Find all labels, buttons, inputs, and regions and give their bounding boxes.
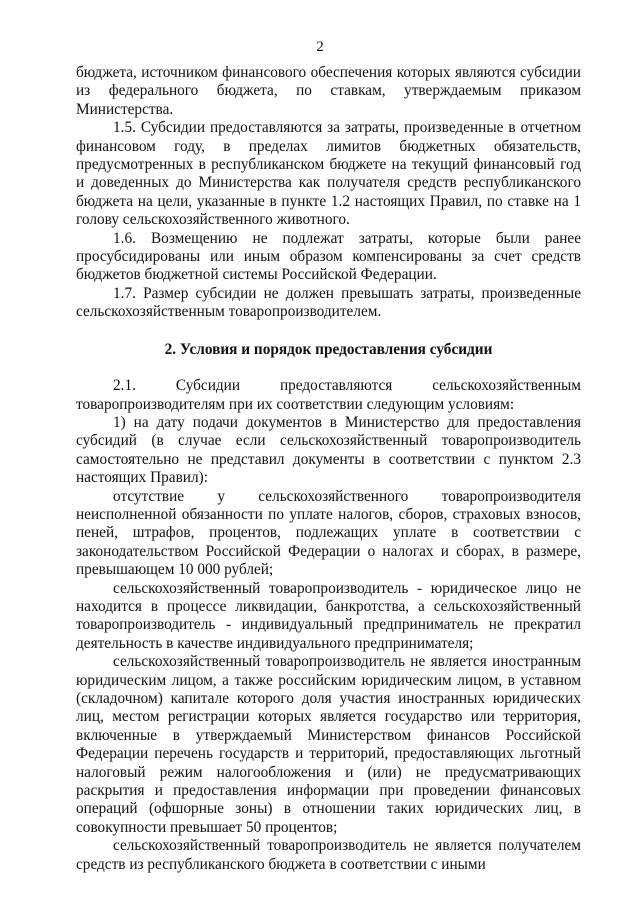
paragraph-1-6: 1.6. Возмещению не подлежат затраты, которые были ранее просубсидированы или иным образом компенсированы за счет средств бюджетов бюджетной системы Российской Федерации. <box>76 229 581 284</box>
document-body <box>76 64 581 874</box>
paragraph-1-5: 1.5. Субсидии предоставляются за затраты, произведенные в отчетном финансовом году, в пределах лимитов бюджетных обязательств, предусмотренных в республиканском бюджете на текущий финансовый год и доведенных до Министерства как получателя средств республиканского бюджета на цели, указанные в пункте 1.2 настоящих Правил, по ставке на 1 голову сельскохозяйственного животного. <box>76 119 581 229</box>
paragraph-other-recipient: сельскохозяйственный товаропроизводитель не является получателем средств из республиканского бюджета в соответствии с иными <box>76 837 581 873</box>
page-number: 2 <box>316 39 324 55</box>
paragraph-condition-1: 1) на дату подачи документов в Министерство для предоставления субсидий (в случае если сельскохозяйственный товаропроизводитель самостоятельно не представил документы в соответствии с пунктом 2.3 настоящих Правил): <box>76 413 581 487</box>
section-heading: 2. Условия и порядок предоставления субсидии <box>164 340 493 358</box>
paragraph-continuation: бюджета, источником финансового обеспечения которых являются субсидии из федерального бюджета, по ставкам, утверждаемым приказом Министерства. <box>76 64 581 118</box>
paragraph-1-7: 1.7. Размер субсидии не должен превышать затраты, произведенные сельскохозяйственным товаропроизводителем. <box>76 284 581 321</box>
paragraph-tax-debt: отсутствие у сельскохозяйственного товаропроизводителя неисполненной обязанности по уплате налогов, сборов, страховых взносов, пеней, штрафов, процентов, подлежащих уплате в соответствии с законодательством Российской Федерации о налогах и сборах, в размере, превышающем 10 000 рублей; <box>76 487 581 579</box>
paragraph-liquidation: сельскохозяйственный товаропроизводитель - юридическое лицо не находится в процессе ликвидации, банкротства, а сельскохозяйственный товаропроизводитель - индивидуальный предприниматель не прекратил деятельность в качестве индивидуального предпринимателя; <box>76 579 581 652</box>
paragraph-2-1: 2.1. Субсидии предоставляются сельскохозяйственным товаропроизводителям при их соответствии следующим условиям: <box>76 377 581 413</box>
paragraph-foreign-entity: сельскохозяйственный товаропроизводитель не является иностранным юридическим лицом, а также российским юридическим лицом, в уставном (складочном) капитале которого доля участия иностранных юридических лиц, местом регистрации которых является государство или территория, включенные в утверждаемый Министерством финансов Российской Федерации перечень государств и территорий, предоставляющих льготный налоговый режим налогообложения и (или) не предусматривающих раскрытия и предоставления информации при проведении финансовых операций (офшорные зоны) в отношении таких юридических лиц, в совокупности превышает 50 процентов; <box>76 653 581 836</box>
